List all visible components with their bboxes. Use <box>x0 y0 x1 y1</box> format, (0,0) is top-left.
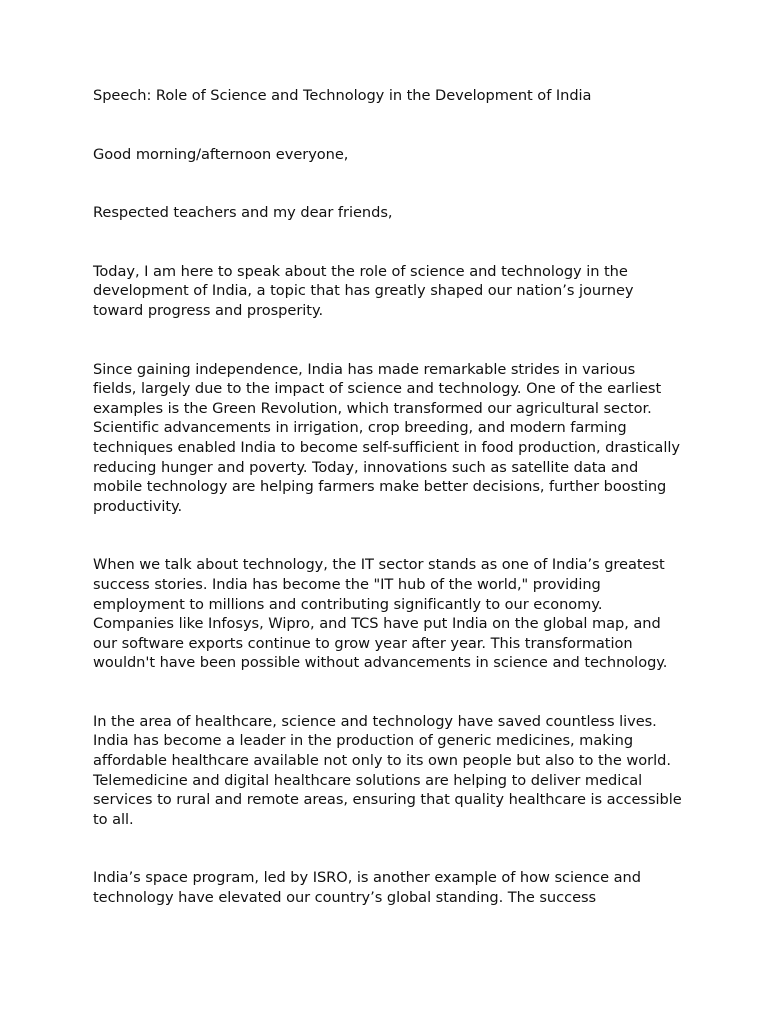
document-body <box>93 86 683 947</box>
paragraph-healthcare: In the area of healthcare, science and technology have saved countless lives. India has become a leader in the production of generic medicines, making affordable healthcare available not only to its own people but also to the world. Telemedicine and digital healthcare solutions are helping to deliver medical services to rural and remote areas, ensuring that quality healthcare is accessible to all. <box>93 712 682 828</box>
paragraph-intro: Today, I am here to speak about the role of science and technology in the development of India, a topic that has greatly shaped our nation’s journey toward progress and prosperity. <box>93 262 634 319</box>
greeting-line: Good morning/afternoon everyone, <box>93 145 349 163</box>
paragraph-it-sector: When we talk about technology, the IT sector stands as one of India’s greatest success stories. India has become the "IT hub of the world," providing employment to millions and contributing significantly to our economy. Companies like Infosys, Wipro, and TCS have put India on the global map, and our software exports continue to grow year after year. This transformation wouldn't have been possible without advancements in science and technology. <box>93 556 668 672</box>
paragraph-space-program: India’s space program, led by ISRO, is another example of how science and technology have elevated our country’s global standing. The success <box>93 869 641 907</box>
paragraph-agriculture: Since gaining independence, India has made remarkable strides in various fields, largely due to the impact of science and technology. One of the earliest examples is the Green Revolution, which transformed our agricultural sector. Scientific advancements in irrigation, crop breeding, and modern farming techniques enabled India to become self-sufficient in food production, drastically reducing hunger and poverty. Today, innovations such as satellite data and mobile technology are helping farmers make better decisions, further boosting productivity. <box>93 360 680 515</box>
speech-title: Speech: Role of Science and Technology in the Development of India <box>93 87 592 104</box>
salutation-line: Respected teachers and my dear friends, <box>93 204 393 222</box>
